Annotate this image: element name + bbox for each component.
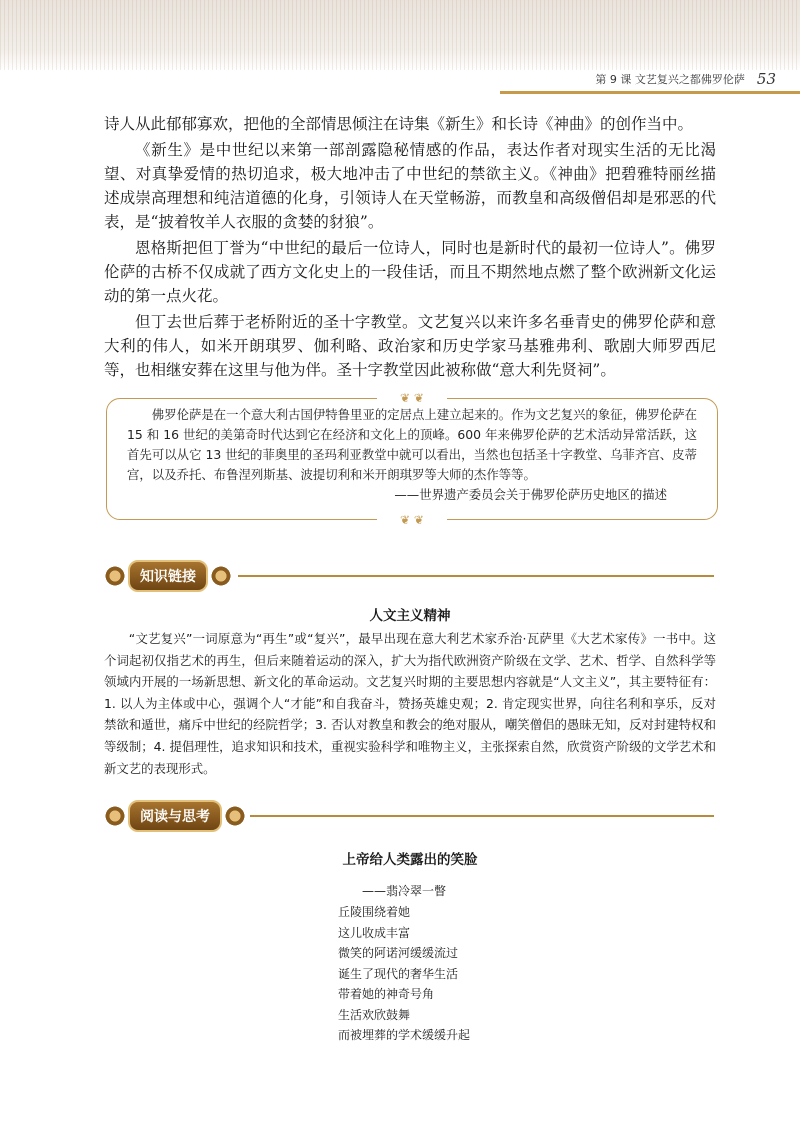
ornament-top-icon: ❦ ❦ bbox=[377, 389, 447, 407]
knowledge-badge bbox=[104, 560, 232, 592]
poem-line: 微笑的阿诺河缓缓流过 bbox=[338, 946, 459, 960]
quote-box bbox=[106, 391, 718, 527]
header-pattern bbox=[0, 0, 800, 70]
page-number: 53 bbox=[756, 70, 776, 88]
paragraph-2: 恩格斯把但丁誉为“中世纪的最后一位诗人，同时也是新时代的最初一位诗人”。佛罗伦萨的古桥不仅成就了西方文化史上的一段佳话，而且不期然地点燃了整个欧洲新文化运动的第一点火花。 bbox=[104, 239, 716, 305]
lesson-title: 第 9 课 文艺复兴之都佛罗伦萨 bbox=[595, 73, 745, 86]
poem-line: 丘陵围绕着她 bbox=[338, 905, 411, 919]
flourish-left-icon bbox=[104, 805, 126, 827]
reading-badge bbox=[104, 800, 246, 832]
reading-rule bbox=[250, 815, 714, 817]
quote-source: ——世界遗产委员会关于佛罗伦萨历史地区的描述 bbox=[394, 487, 667, 502]
poem-author: ——翡冷翠一瞥 bbox=[362, 884, 447, 898]
knowledge-text: “文艺复兴”一词原意为“再生”或“复兴”，最早出现在意大利艺术家乔治·瓦萨里《大艺术家传》一书中。这个词起初仅指艺术的再生，但后来随着运动的深入，扩大为指代欧洲资产阶级在文学、艺术、哲学、自然科学等领域内开展的一场新思想、新文化的革命运动。文艺复兴时期的主要思想内容就是“人文主义”，其主要特征有：1. 以人为主体或中心，强调个人“才能”和自我奋斗，赞扬英雄史观；2. 肯定现实世界，向往名利和享乐，反对禁欲和遁世，痛斥中世纪的经院哲学；3. 否认对教皇和教会的绝对服从，嘲笑僧侣的愚昧无知，反对封建特权和等级制；4. 提倡理性，追求知识和技术，重视实验科学和唯物主义，主张探索自然，欣赏资产阶级的文学艺术和新文艺的表现形式。 bbox=[104, 631, 716, 776]
paragraph-0: 诗人从此郁郁寡欢，把他的全部情思倾注在诗集《新生》和长诗《神曲》的创作当中。 bbox=[104, 115, 694, 133]
knowledge-rule bbox=[238, 575, 714, 577]
poem-line: 带着她的神奇号角 bbox=[338, 987, 435, 1001]
quote-text: 佛罗伦萨是在一个意大利古国伊特鲁里亚的定居点上建立起来的。作为文艺复兴的象征，佛罗伦萨在 15 和 16 世纪的美第奇时代达到它在经济和文化上的顶峰。600 年来佛罗伦萨的艺术活动异常活跃，这首先可以从它 13 世纪的菲奥里的圣玛利亚教堂中就可以看出，当然也包括圣十字教堂、乌菲齐宫、皮蒂宫，以及乔托、布鲁涅列斯基、波提切利和米开朗琪罗等大师的杰作等等。 bbox=[127, 407, 697, 482]
paragraph-1: 《新生》是中世纪以来第一部剖露隐秘情感的作品，表达作者对现实生活的无比渴望、对真挚爱情的热切追求，极大地冲击了中世纪的禁欲主义。《神曲》把碧雅特丽丝描述成崇高理想和纯洁道德的化身，引领诗人在天堂畅游，而教皇和高级僧侣却是邪恶的代表，是“披着牧羊人衣服的贪婪的豺狼”。 bbox=[104, 141, 716, 231]
poem-line: 这儿收成丰富 bbox=[338, 925, 411, 940]
flourish-right-icon bbox=[224, 805, 246, 827]
knowledge-title: 人文主义精神 bbox=[369, 608, 451, 624]
ornament-bottom-icon: ❦ ❦ bbox=[377, 511, 447, 529]
reading-badge-label: 阅读与思考 bbox=[128, 800, 222, 832]
knowledge-badge-label: 知识链接 bbox=[128, 560, 208, 592]
poem-line: 而被埋葬的学术缓缓升起 bbox=[338, 1028, 471, 1042]
paragraph-3: 但丁去世后葬于老桥附近的圣十字教堂。文艺复兴以来许多名垂青史的佛罗伦萨和意大利的伟人，如米开朗琪罗、伽利略、政治家和历史学家马基雅弗利、歌剧大师罗西尼等，也相继安葬在这里与他为伴。圣十字教堂因此被称做“意大利先贤祠”。 bbox=[104, 313, 716, 379]
poem-line: 生活欢欣鼓舞 bbox=[338, 1007, 411, 1022]
reading-title: 上帝给人类露出的笑脸 bbox=[342, 852, 478, 868]
main-text bbox=[104, 112, 716, 382]
poem-line: 诞生了现代的奢华生活 bbox=[338, 966, 459, 981]
header-rule bbox=[500, 91, 800, 94]
flourish-left-icon bbox=[104, 565, 126, 587]
running-header bbox=[595, 70, 776, 88]
knowledge-text-block bbox=[104, 628, 716, 779]
poem bbox=[338, 880, 470, 1046]
flourish-right-icon bbox=[210, 565, 232, 587]
